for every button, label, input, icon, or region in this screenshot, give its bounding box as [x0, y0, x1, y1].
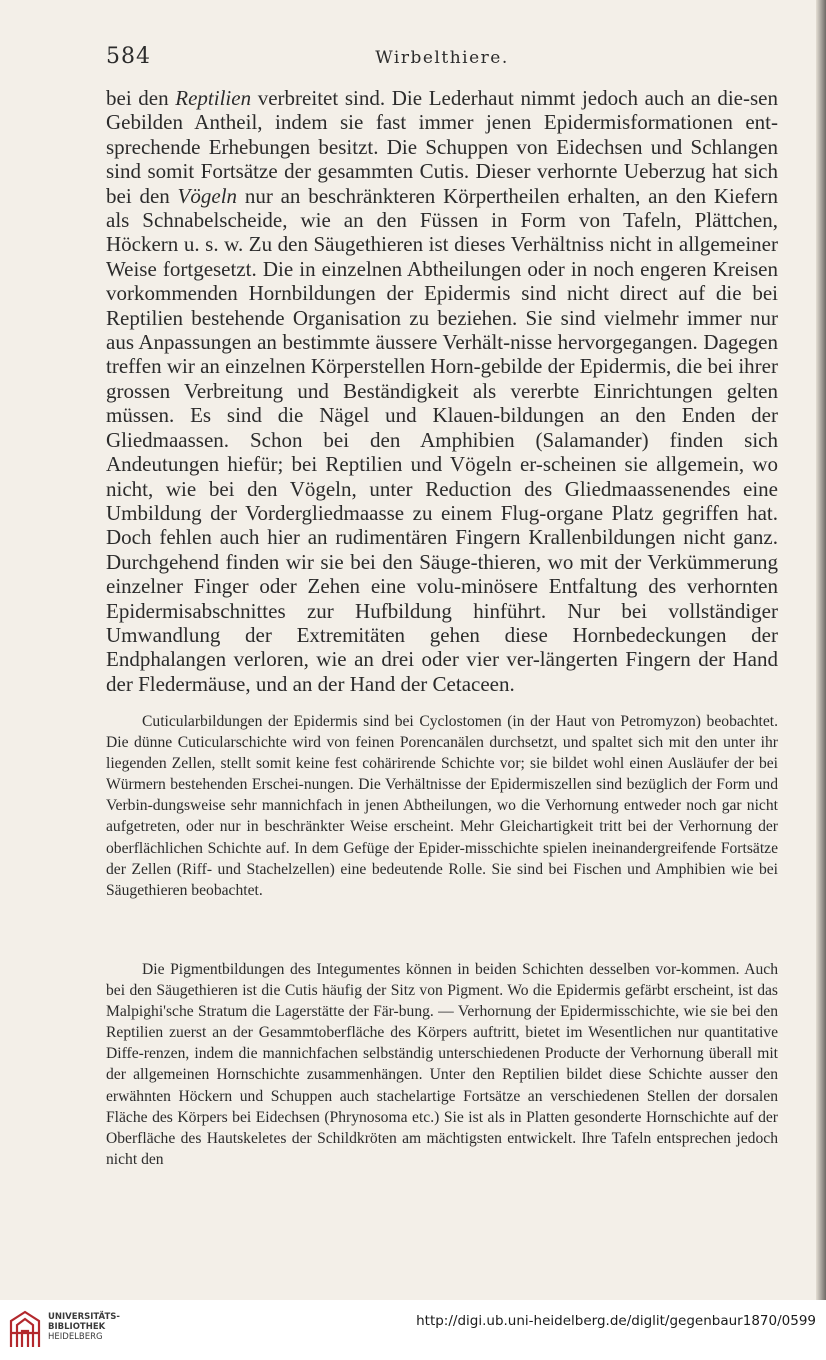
source-url-link[interactable]: http://digi.ub.uni-heidelberg.de/diglit/gegenbaur1870/0599 [416, 1313, 816, 1329]
italic-term-voegeln: Vögeln [177, 183, 238, 208]
library-name [48, 1312, 120, 1342]
italic-term-reptilien: Reptilien [175, 86, 252, 110]
library-line-3: HEIDELBERG [48, 1332, 103, 1342]
heidelberg-library-logo-icon[interactable] [8, 1309, 42, 1349]
main-paragraph [106, 86, 778, 696]
page-header [106, 44, 778, 74]
note-paragraph-2: Die Pigmentbildungen des Integumentes können in beiden Schichten desselben vor-kommen. Auch bei den Säugethieren ist die Cutis häufig der Sitz von Pigment. Wo die Epidermis gefärbt erscheint, ist das Malpighi'sche Stratum die Lagerstätte der Fär-bung. — Verhornung der Epidermisschichte, wie sie bei den Reptilien zuerst an der Gesammtoberfläche des Körpers auftritt, bietet im Wesentlichen nur quantitative Diffe-renzen, indem die mannichfachen selbständig unterschiedenen Producte der Verhornung überall mit der allgemeinen Hornschichte zusammenhängen. Unter den Reptilien bildet diese Schichte ausser den erwähnten Höckern und Schuppen auch stachelartige Fortsätze an verschiedenen Stellen der dorsalen Fläche des Körpers bei Eidechsen (Phrynosoma etc.) Sie ist als in Platten gesonderte Hornschichte auf der Oberfläche des Hautskeletes der Schildkröten am mächtigsten entwickelt. Ihre Tafeln entsprechen jedoch nicht den [106, 961, 778, 1168]
main-text-part-1: bei den [106, 86, 176, 110]
page-number: 584 [106, 44, 151, 69]
library-line-2: BIBLIOTHEK [48, 1322, 106, 1332]
library-line-1: UNIVERSITÄTS- [48, 1312, 120, 1322]
running-head: Wirbelthiere. [375, 48, 509, 68]
main-text-part-2: verbreitet sind. Die Lederhaut nimmt jedoch auch an die-sen Gebilden Antheil, indem sie fast immer jenen Epidermisformationen ent-sprechende Erhebungen besitzt. Die Schuppen von Eidechsen und Schlangen sind somit Fortsätze der gesammten Cutis. Dieser verhornte Ueberzug hat sich bei den [106, 86, 778, 208]
page-edge-shadow [816, 0, 826, 1300]
note-paragraph-1: Cuticularbildungen der Epidermis sind bei Cyclostomen (in der Haut von Petromyzon) beobachtet. Die dünne Cuticularschichte wird von feinen Porencanälen durchsetzt, und spaltet sich mit den unter ihr liegenden Zellen, stellt somit keine fest cohärirende Schichte vor; sie bildet wohl einen Ausläufer der bei Würmern bestehenden Erschei-nungen. Die Verhältnisse der Epidermiszellen sind bezüglich der Form und Verbin-dungsweise sehr mannichfach in jenen Abtheilungen, wo die Verhornung entweder noch gar nicht aufgetreten, oder nur in beschränkter Weise erscheint. Mehr Gleichartigkeit tritt bei der Verhornung der oberflächlichen Schichte auf. In dem Gefüge der Epider-misschichte spielen ineinandergreifende Fortsätze der Zellen (Riff- und Stachelzellen) eine bedeutende Rolle. Sie sind bei Fischen und Amphibien wie bei Säugethieren beobachtet. [106, 713, 778, 899]
digitization-footer [0, 1300, 826, 1360]
main-text-part-3: nur an beschränkteren Körpertheilen erhalten, an den Kiefern als Schnabelscheide, wie an den Füssen in Form von Tafeln, Plättchen, Höckern u. s. w. Zu den Säugethieren ist dieses Verhältniss nicht in allgemeiner Weise fortgesetzt. Die in einzelnen Abtheilungen oder in noch engeren Kreisen vorkommenden Hornbildungen der Epidermis sind nicht direct auf die bei Reptilien bestehende Organisation zu beziehen. Sie sind vielmehr immer nur aus Anpassungen an bestimmte äussere Verhält-nisse hervorgegangen. Dagegen treffen wir an einzelnen Körperstellen Horn-gebilde der Epidermis, die bei ihrer grossen Verbreitung und Beständigkeit als vererbte Einrichtungen gelten müssen. Es sind die Nägel und Klauen-bildungen an den Enden der Gliedmaassen. Schon bei den Amphibien (Salamander) finden sich Andeutungen hiefür; bei Reptilien und Vögeln er-scheinen sie allgemein, wo nicht, wie bei den Vögeln, unter Reduction des Gliedmaassenendes eine Umbildung der Vordergliedmaasse zu einem Flug-organe Platz gegriffen hat. Doch fehlen auch hier an rudimentären Fingern Krallenbildungen nicht ganz. Durchgehend finden wir sie bei den Säuge-thieren, wo mit der Verkümmerung einzelner Finger oder Zehen eine volu-minösere Entfaltung des verhornten Epidermisabschnittes zur Hufbildung hinführt. Nur bei vollständiger Umwandlung der Extremitäten gehen diese Hornbedeckungen der Endphalangen verloren, wie an drei oder vier ver-längerten Fingern der Hand der Fledermäuse, und an der Hand der Cetaceen. [106, 183, 778, 696]
